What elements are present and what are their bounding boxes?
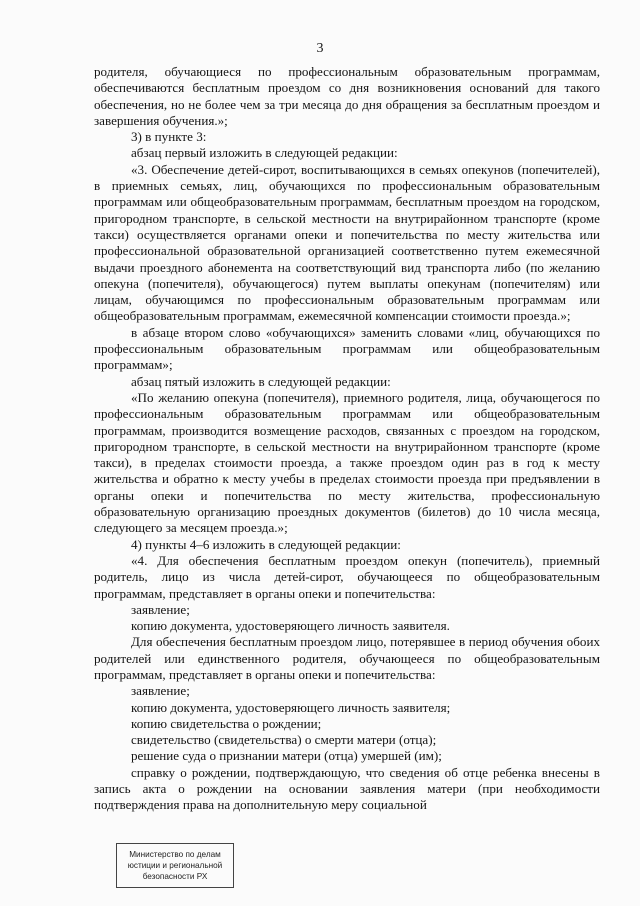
stamp-line: юстиции и региональной (127, 861, 223, 870)
paragraph: решение суда о признании матери (отца) умершей (им); (131, 748, 442, 764)
stamp-line: безопасности РХ (142, 872, 208, 881)
paragraph: «4. Для обеспечения бесплатным проездом опекун (попечитель), приемный родитель, лицо из числа детей-сирот, обучающееся по общеобразовательным программам, представляет в органы опеки и попечительства: (94, 552, 600, 601)
paragraph: копию документа, удостоверяющего личность заявителя. (131, 618, 450, 634)
stamp-line: Министерство по делам (129, 850, 221, 859)
paragraph: заявление; (131, 683, 190, 699)
paragraph: абзац пятый изложить в следующей редакции: (131, 373, 391, 389)
paragraph: в абзаце втором слово «обучающихся» заменить словами «лиц, обучающихся по профессиональным образовательным программам или общеобразовательным программам»; (94, 324, 600, 373)
page-number: 3 (316, 41, 324, 56)
ministry-stamp (116, 843, 234, 888)
document-body (94, 64, 600, 814)
paragraph: родителя, обучающиеся по профессиональным образовательным программам, обеспечиваются бесплатным проездом со дня возникновения оснований для такого обеспечения, но не более чем за три месяца до дня обращения за бесплатным проездом и завершения обучения.»; (94, 64, 600, 128)
paragraph: Для обеспечения бесплатным проездом лицо, потерявшее в период обучения обоих родителей или единственного родителя, обучающееся по общеобразовательным программам, представляет в органы опеки и попечительства: (94, 634, 600, 682)
paragraph: «По желанию опекуна (попечителя), приемного родителя, лица, обучающегося по профессиональным образовательным программам или общеобразовательным программам, производится возмещение расходов, связанных с проездом на городском, пригородном транспорте, в сельской местности на внутрирайонном транспорте (кроме такси), в пределах стоимости проезда, а также проездом один раз в год к месту жительства и обратно к месту учебы в пределах стоимости проезда при предъявлении в органы опеки и попечительства по месту жительства, профессиональную образовательную организацию проездных документов (билетов) до 10 числа месяца, следующего за месяцем проезда.»; (94, 389, 600, 536)
paragraph: копию свидетельства о рождении; (131, 715, 322, 731)
paragraph: справку о рождении, подтверждающую, что сведения об отце ребенка внесены в запись акта о рождении на основании заявления матери (при необходимости подтверждения права на дополнительную меру социальной (94, 764, 600, 813)
paragraph: заявление; (131, 601, 190, 617)
paragraph: 3) в пункте 3: (131, 129, 207, 145)
paragraph: «3. Обеспечение детей-сирот, воспитывающихся в семьях опекунов (попечителей), в приемных семьях, лиц, обучающихся по профессиональным образовательным программам или общеобразовательным программам, бесплатным проездом на городском, пригородном транспорте, в сельской местности на внутрирайонном транспорте (кроме такси) осуществляется органами опеки и попечительства по месту жительства или профессиональной образовательной организацией соответственно путем ежемесячной выдачи проездного абонемента на соответствующий вид транспорта либо (по желанию опекуна (попечителя), обучающегося) путем выплаты опекунам (попечителям) или лицам, обучающимся по профессиональным образовательным программам или общеобразовательным программам, ежемесячной компенсации стоимости проезда.»; (94, 161, 600, 324)
paragraph: 4) пункты 4–6 изложить в следующей редакции: (131, 536, 401, 552)
paragraph: копию документа, удостоверяющего личность заявителя; (131, 699, 451, 715)
paragraph: абзац первый изложить в следующей редакции: (131, 145, 398, 161)
paragraph: свидетельство (свидетельства) о смерти матери (отца); (131, 732, 437, 748)
